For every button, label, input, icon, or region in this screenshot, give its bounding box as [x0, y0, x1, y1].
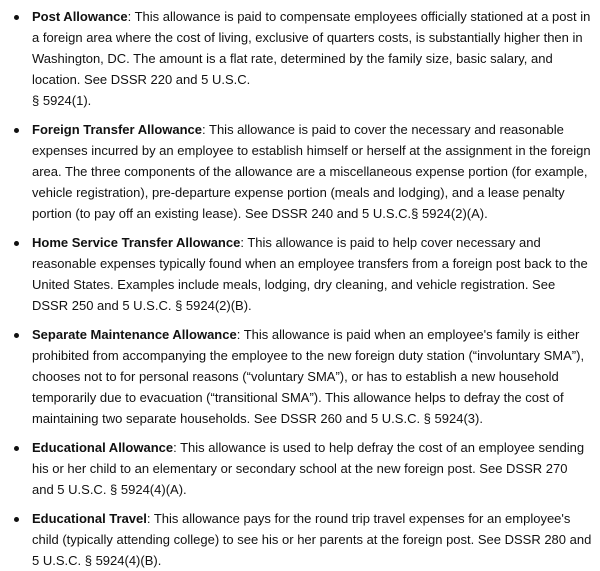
term-label: Home Service Transfer Allowance [32, 235, 241, 250]
bullet-icon [14, 517, 19, 522]
list-item-educational-allowance [0, 437, 592, 500]
list-item-home-service-transfer-allowance [0, 232, 592, 316]
term-label: Educational Allowance [32, 440, 174, 455]
term-label: Educational Travel [32, 511, 147, 526]
term-description: : This allowance is paid to compensate employees officially stationed at a post in a foreign area where the cost of living, exclusive of quarters costs, is substantially higher then in Washington, DC. The amount is a flat rate, determined by the family size, basic salary, and location. See DSSR 220 and 5 U.S.C. [32, 9, 591, 87]
term-description: : This allowance is used to help defray the cost of an employee sending his or her child to an elementary or secondary school at the new foreign post. See DSSR 270 and 5 U.S.C. § 5924(4)(A). [32, 440, 585, 497]
term-label: Foreign Transfer Allowance [32, 122, 203, 137]
term-label: Separate Maintenance Allowance [32, 327, 237, 342]
term-description: : This allowance is paid when an employee's family is either prohibited from accompanying the employee to the new foreign duty station (“involuntary SMA”), chooses not to for personal reasons (“voluntary SMA”), or has to establish a new household temporarily due to evacuation (“transitional SMA”). This allowance helps to defray the cost of maintaining two separate households. See DSSR 260 and 5 U.S.C. § 5924(3). [32, 327, 585, 426]
bullet-icon [14, 446, 19, 451]
bullet-icon [14, 241, 19, 246]
bullet-icon [14, 15, 19, 20]
term-label: Post Allowance [32, 9, 128, 24]
term-description: : This allowance is paid to help cover necessary and reasonable expenses typically found when an employee transfers from a foreign post back to the United States. Examples include meals, lodging, dry cleaning, and vehicle registration. See DSSR 250 and 5 U.S.C. § 5924(2)(B). [32, 235, 588, 313]
term-description-continued: § 5924(1). [32, 93, 92, 108]
allowance-list [0, 6, 592, 571]
bullet-icon [14, 128, 19, 133]
term-description: : This allowance is paid to cover the necessary and reasonable expenses incurred by an employee to establish himself or herself at the assignment in the foreign area. The three components of the allowance are a miscellaneous expense portion (for example, vehicle registration), pre-departure expense portion (meals and lodging), and a lease penalty portion (to pay off an existing lease). See DSSR 240 and 5 U.S.C.§ 5924(2)(A). [32, 122, 591, 221]
list-item-post-allowance [0, 6, 592, 111]
term-description: : This allowance pays for the round trip travel expenses for an employee's child (typically attending college) to see his or her parents at the foreign post. See DSSR 280 and 5 U.S.C. § 5924(4)(B). [32, 511, 592, 568]
list-item-separate-maintenance-allowance [0, 324, 592, 429]
list-item-foreign-transfer-allowance [0, 119, 592, 224]
list-item-educational-travel [0, 508, 592, 571]
bullet-icon [14, 333, 19, 338]
